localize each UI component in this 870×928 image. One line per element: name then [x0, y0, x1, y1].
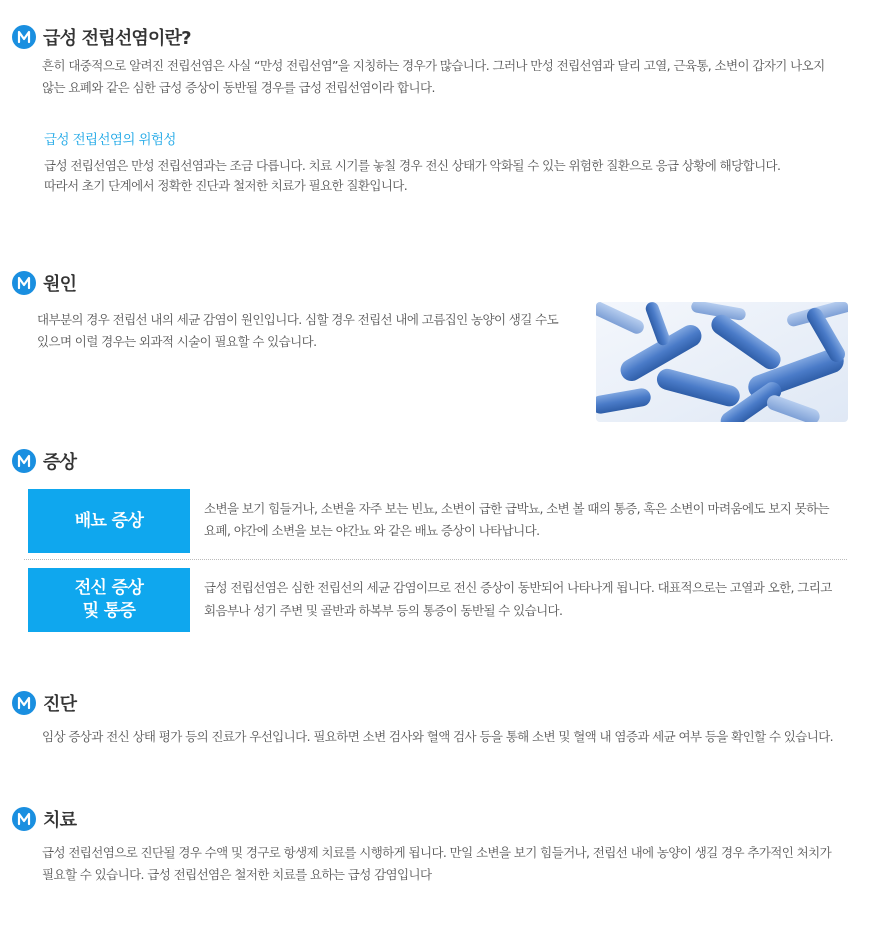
- symptom-divider: [24, 559, 847, 560]
- cause-text-line: 대부분의 경우 전립선 내의 세균 감염이 원인입니다. 심할 경우 전립선 내에 고름집인 농양이 생길 수도: [37, 312, 559, 327]
- risk-text-line: 급성 전립선염은 만성 전립선염과는 조금 다릅니다. 치료 시기를 놓칠 경우 전신 상태가 악화될 수 있는 위험한 질환으로 응급 상황에 해당합니다.: [44, 158, 781, 173]
- symptom-text-line: 소변을 보기 힘들거나, 소변을 자주 보는 빈뇨, 소변이 급한 급박뇨, 소변 볼 때의 통증, 혹은 소변이 마려움에도 보지 못하는: [204, 501, 830, 516]
- heading-symptoms: [12, 448, 76, 474]
- symptom-text-line: 급성 전립선염은 심한 전립선의 세균 감염이므로 전신 증상이 동반되어 나타나게 됩니다. 대표적으로는 고열과 오한, 그리고: [204, 580, 832, 595]
- intro-text-line: 않는 요폐와 같은 심한 급성 증상이 동반될 경우를 급성 전립선염이라 합니다.: [42, 80, 435, 95]
- brand-logo-icon: [12, 25, 36, 49]
- heading-cause: [12, 270, 76, 296]
- section-title: 원인: [43, 274, 77, 295]
- brand-logo-icon: [12, 807, 36, 831]
- symptom-text-line: 요폐, 야간에 소변을 보는 야간뇨 와 같은 배뇨 증상이 나타납니다.: [204, 523, 540, 538]
- heading-treatment: [12, 806, 76, 832]
- heading-intro: [12, 24, 191, 50]
- risk-subtitle: 급성 전립선염의 위험성: [44, 132, 176, 148]
- symptom-badge-label: 배뇨 증상: [74, 510, 144, 531]
- symptom-badge-label: 전신 증상: [74, 578, 144, 598]
- section-title: 증상: [43, 452, 77, 473]
- intro-text-line: 흔히 대중적으로 알려진 전립선염은 사실 “만성 전립선염”을 지칭하는 경우가 많습니다. 그러나 만성 전립선염과 달리 고열, 근육통, 소변이 갑자기 나오지: [42, 58, 825, 73]
- symptom-badge-systemic: [28, 568, 190, 632]
- symptom-text-line: 회음부나 성기 주변 및 골반과 하복부 등의 통증이 동반될 수 있습니다.: [204, 603, 563, 618]
- brand-logo-icon: [12, 271, 36, 295]
- diagnosis-text-line: 임상 증상과 전신 상태 평가 등의 진료가 우선입니다. 필요하면 소변 검사와 혈액 검사 등을 통해 소변 및 혈액 내 염증과 세균 여부 등을 확인할 수 있습니다.: [42, 729, 834, 744]
- risk-text-line: 따라서 초기 단계에서 정확한 진단과 철저한 치료가 필요한 질환입니다.: [44, 178, 408, 193]
- cause-text-line: 있으며 이럴 경우는 외과적 시술이 필요할 수 있습니다.: [37, 334, 317, 349]
- treatment-text-line: 필요할 수 있습니다. 급성 전립선염은 철저한 치료를 요하는 급성 감염입니다: [42, 867, 432, 882]
- section-title: 진단: [43, 694, 77, 715]
- brand-logo-icon: [12, 449, 36, 473]
- section-title: 급성 전립선염이란?: [43, 28, 191, 49]
- symptom-badge-urination: [28, 489, 190, 553]
- brand-logo-icon: [12, 691, 36, 715]
- section-title: 치료: [43, 810, 77, 831]
- bacteria-photo: [596, 302, 848, 422]
- symptom-badge-label: 및 통증: [82, 601, 136, 621]
- heading-diagnosis: [12, 690, 76, 716]
- treatment-text-line: 급성 전립선염으로 진단될 경우 수액 및 경구로 항생제 치료를 시행하게 됩니다. 만일 소변을 보기 힘들거나, 전립선 내에 농양이 생길 경우 추가적인 처치가: [42, 845, 832, 860]
